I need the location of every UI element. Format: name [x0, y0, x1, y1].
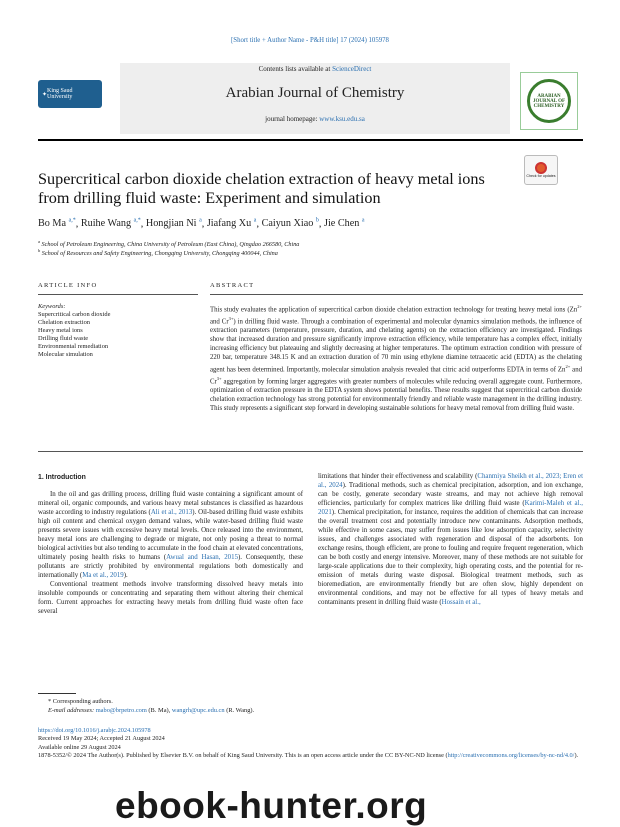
university-logo-text: King Saud University: [47, 88, 73, 100]
introduction-heading: 1. Introduction: [38, 474, 86, 481]
update-badge-icon: [535, 162, 547, 174]
email-note: E-mail addresses: mabo@brpetro.com (B. Ma), wangrh@upc.edu.cn (R. Wang).: [48, 706, 255, 714]
corresponding-note: * Corresponding authors.: [48, 698, 113, 705]
affiliation-a: $^a$ School of Petroleum Engineering, China University of Petroleum (East China), Qingdao 266580, China: [38, 239, 300, 249]
keyword: Heavy metal ions: [38, 327, 83, 334]
body-column-left: [38, 490, 303, 616]
citation-link[interactable]: Ali et al., 2013: [150, 509, 193, 516]
article-info-heading: ARTICLE INFO: [38, 282, 98, 289]
keyword: Chelation extraction: [38, 319, 90, 326]
doi-link[interactable]: https://doi.org/10.1016/j.arabjc.2024.105978: [38, 727, 151, 734]
email-link[interactable]: wangrh@upc.edu.cn: [171, 706, 225, 714]
received-date: Received 19 May 2024; Accepted 21 August 2024: [38, 735, 165, 743]
online-date: Available online 29 August 2024: [38, 743, 121, 751]
citation-link[interactable]: Hossain et al.,: [441, 599, 481, 606]
keyword: Supercritical carbon dioxide: [38, 311, 111, 318]
keyword: Drilling fluid waste: [38, 335, 89, 342]
abstract-bottom-rule: [38, 451, 583, 452]
check-for-updates-button[interactable]: [524, 155, 558, 185]
citation-link[interactable]: Karimi-Maleh et al., 2021: [318, 500, 583, 516]
keywords-title: Keywords:: [38, 303, 66, 310]
author-list: Bo Ma $^{a,*}$, Ruihe Wang $^{a,*}$, Hongjian Ni $^a$, Jiafang Xu $^a$, Caiyun Xiao $^b$, Jie Chen $^a$: [38, 218, 365, 230]
article-info-rule: [38, 294, 198, 295]
footnote: [48, 698, 254, 715]
homepage-link[interactable]: www.ksu.edu.sa: [319, 115, 365, 123]
author[interactable]: Ruihe Wang $^{a,*}$: [80, 218, 141, 230]
intro-paragraph-2: Conventional treatment methods involve transforming dissolved heavy metals into insoluble compounds or concentrating and separating them without altering their chemical form. Current approaches for extracting heavy metals from drilling fluid waste often face several: [38, 581, 303, 615]
keywords-list: [38, 311, 110, 359]
affiliation-b: $^b$ School of Resources and Safety Engineering, Chongqing University, Chongqing 400044, China: [38, 248, 278, 258]
king-saud-logo: [38, 80, 102, 108]
intro-paragraph-continued: limitations that hinder their effectiveness and scalability (Chanmiya Sheikh et al., 2023; Eren et al., 2024). Traditional methods, such as chemical precipitation, adsorption, and ion exchange, can be costly, generate secondary waste streams, and may not achieve high removal efficiencies, particularly for complex matrices like drilling fluid waste (Karimi-Maleh et al., 2021). Chemical precipitation, for instance, requires the addition of chemicals that can increase the overall treatment cost and potentially introduce new contaminants. Adsorption methods, while effective in some cases, may suffer from issues like low adsorption capacity, selectivity issues, and challenges associated with regeneration and disposal of the adsorbents. Ion exchange resins, though efficient, are prone to fouling and require frequent regeneration, which can be both costly and energy intensive. Moreover, many of these methods are not suitable for large-scale applications due to their complexity, high operating costs, and the potential for re-emission of metals during waste disposal. Biological treatment methods, such as bioremediation, are environmentally friendly but are often slow, highly dependent on environmental conditions, and may not be effective for all types of heavy metals and contaminants present in drilling fluid waste (Hossain et al.,: [318, 473, 583, 606]
keyword: Environmental remediation: [38, 343, 109, 350]
body-column-right: [318, 472, 583, 607]
citation-link[interactable]: Chanmiya Sheikh et al., 2023; Eren et al., 2024: [318, 473, 583, 489]
citation-link[interactable]: Ma et al., 2019: [82, 572, 124, 579]
journal-title: Arabian Journal of Chemistry: [225, 85, 405, 101]
keyword: Molecular simulation: [38, 351, 93, 358]
author[interactable]: Bo Ma $^{a,*}$: [38, 218, 76, 230]
watermark: ebook-hunter.org: [115, 785, 428, 826]
journal-header: [120, 63, 510, 134]
chemical-society-seal-icon: [527, 79, 571, 123]
university-logo-icon: ✦: [42, 91, 48, 98]
footnote-divider: [38, 693, 76, 694]
email-link[interactable]: mabo@brpetro.com: [95, 706, 147, 714]
abstract-heading: ABSTRACT: [210, 282, 255, 289]
homepage-line: journal homepage: www.ksu.edu.sa: [265, 115, 365, 123]
abstract-rule: [210, 294, 583, 295]
journal-cover-logo: [520, 72, 578, 130]
license-statement: 1878-5352/© 2024 The Author(s). Published by Elsevier B.V. on behalf of King Saud University. This is an open access article under the CC BY-NC-ND license (http://creativecommons.org/licenses/by-nc-nd/4.0/).: [38, 751, 579, 759]
running-header[interactable]: [Short title + Author Name - P&H title] 17 (2024) 105978: [231, 37, 389, 44]
intro-paragraph-1: In the oil and gas drilling process, drilling fluid waste containing a significant amount of mineral oil, organic compounds, and various heavy metal substances is classified as hazardous waste according to industry regulations (Ali et al., 2013). Oil-based drilling fluid waste exhibits high oil content and chemical oxygen demand values, while water-based drilling fluid waste presents severe issues with excessive heavy metal levels. Once released into the environment, heavy metal ions are challenging to degrade or migrate, not only posing a threat to normal biological activities but also tending to accumulate in the food chain at elevated concentrations, ultimately posing health risks to humans (Awual and Hasan, 2015). Consequently, these pollutants are strictly prohibited by environmental regulations both domestically and internationally (Ma et al., 2019).: [38, 491, 304, 579]
sciencedirect-link[interactable]: ScienceDirect: [332, 65, 372, 73]
license-link[interactable]: http://creativecommons.org/licenses/by-nc-nd/4.0/: [447, 751, 575, 759]
header-divider: [38, 139, 583, 141]
article-metadata: [38, 727, 583, 760]
author[interactable]: Hongjian Ni $^a$: [145, 218, 202, 230]
author[interactable]: Jiafang Xu $^a$: [206, 218, 257, 230]
check-updates-label: Check for updates: [526, 173, 556, 178]
contents-line: Contents lists available at ScienceDirect: [258, 65, 372, 73]
citation-link[interactable]: Awual and Hasan, 2015: [166, 554, 239, 561]
author[interactable]: Caiyun Xiao $^b$: [261, 218, 319, 230]
author[interactable]: Jie Chen $^a$: [323, 218, 365, 230]
abstract-text: This study evaluates the application of supercritical carbon dioxide chelation extraction technology for treating heavy metal ions ($Zn^{2+}$ and $Cr^{3+}$) in drilling fluid waste. Through a combination of experimental and molecular dynamics simulation methods, the influence of extraction parameters (temperature, pressure, duration, and chelating agents) on the extraction efficiency are investigated. Findings show that increased duration and pressure significantly improve extraction efficiency, while temperature has a complex effect, initially increasing efficiency but plateauing and slightly decreasing at higher temperatures. The optimum extraction condition with pressure of 220 bar, temperature 348.15 K and an extraction duration of 70 min using ethylene diamine tetraacetic acid (EDTA) as the chelating agent has been determined. Importantly, molecular simulation analysis revealed that citric acid outperforms EDTA in terms of $Zn^{2+}$ and $Cr^{3+}$ aggregation by forming larger aggregates with greater numbers of molecules while reducing overall aggregate count. Furthermore, optimization of extraction pressure in the EDTA system shows potential benefits. These results suggest that supercritical carbon dioxide chelation extraction technology has strong potential for environmentally friendly and reliable waste management in the drilling industry. This study represents a significant step forward in developing sustainable solutions for heavy metal removal from drilling fluid waste.: [210, 304, 583, 413]
article-title: Supercritical carbon dioxide chelation extraction of heavy metal ions from drilling fluid waste: Experiment and simulation: [38, 170, 485, 207]
journal-logo-text: ARABIAN JOURNAL OF CHEMISTRY: [532, 93, 566, 109]
